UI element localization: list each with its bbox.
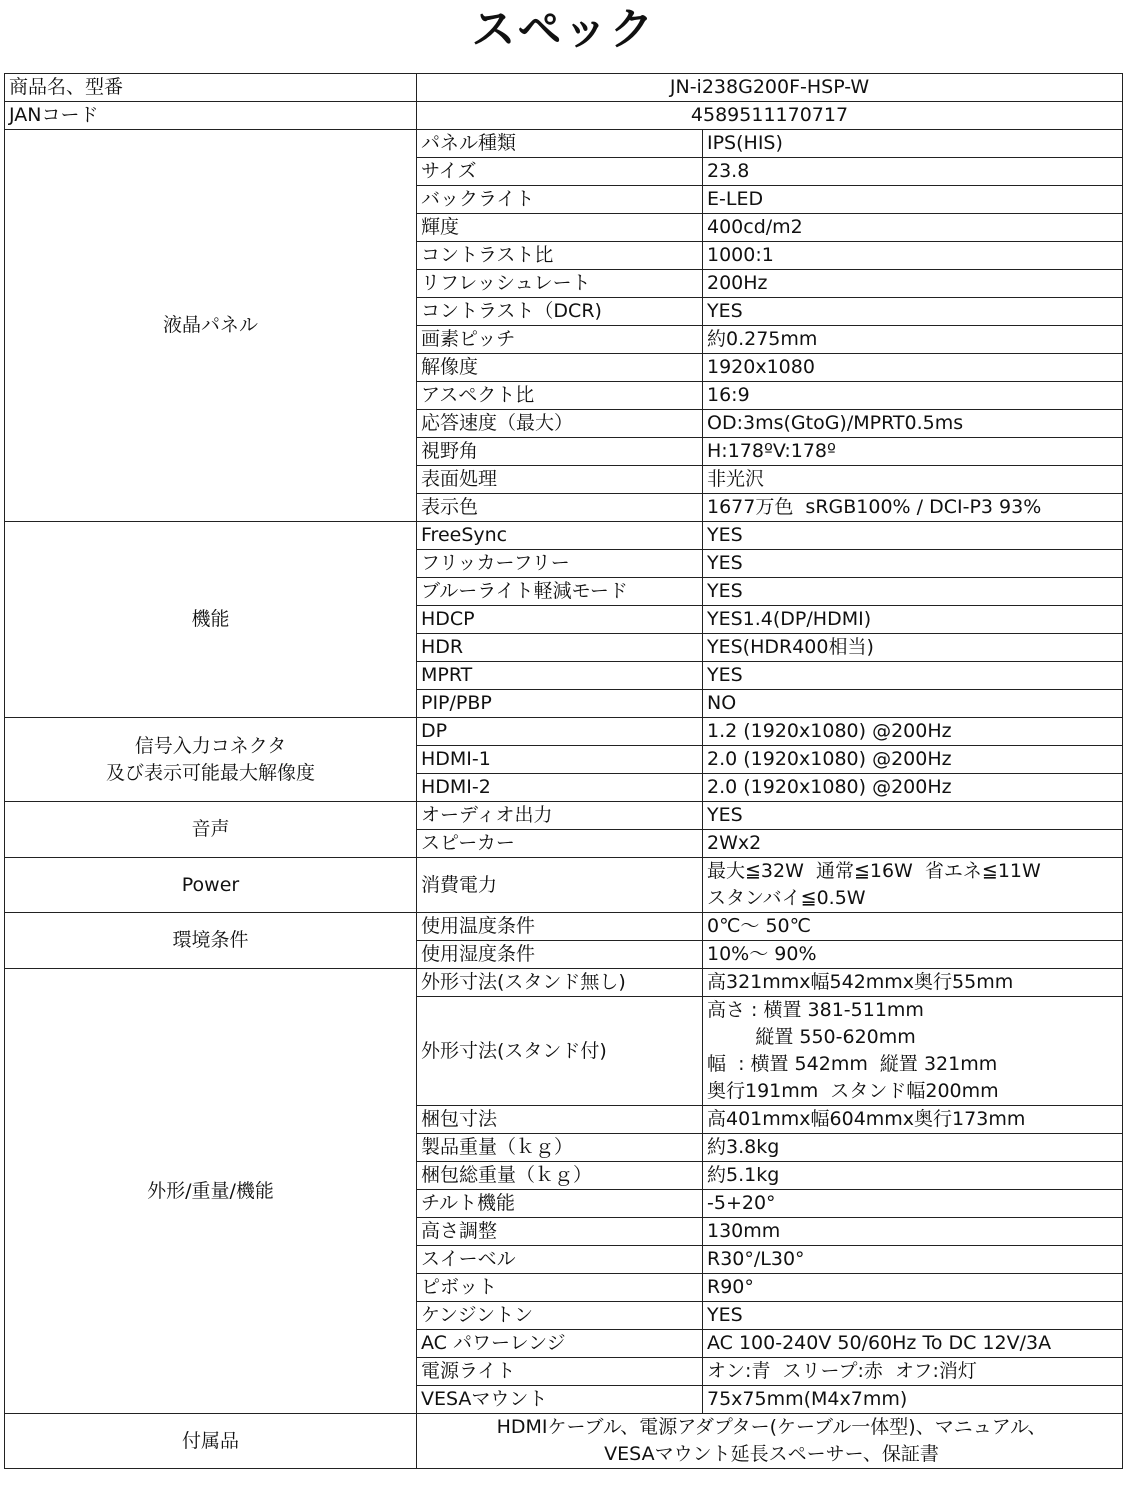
value-line: 200Hz	[707, 272, 768, 294]
value-line: AC 100-240V 50/60Hz To DC 12V/3A	[707, 1332, 1052, 1354]
spec-value	[703, 494, 1123, 522]
spec-value	[703, 1246, 1123, 1274]
spec-label: スイーベル	[417, 1246, 703, 1274]
spec-label: HDCP	[417, 606, 703, 634]
value-line: YES	[707, 804, 743, 826]
spec-value	[703, 522, 1123, 550]
value-line: R30°/L30°	[707, 1248, 805, 1270]
spec-label: サイズ	[417, 158, 703, 186]
value-line: 16:9	[707, 384, 750, 406]
spec-value	[703, 158, 1123, 186]
category-label: 外形/重量/機能	[147, 1179, 274, 1202]
header-label: 商品名、型番	[5, 74, 417, 102]
value-line: 23.8	[707, 160, 750, 182]
spec-label: 解像度	[417, 354, 703, 382]
accessories-value	[417, 1414, 1123, 1469]
value-line: 2.0 (1920x1080) @200Hz	[707, 776, 952, 798]
value-line: 130mm	[707, 1220, 781, 1242]
spec-value	[703, 382, 1123, 410]
spec-value	[703, 969, 1123, 997]
value-line: 1677万色 sRGB100% / DCI-P3 93%	[707, 496, 1042, 518]
value-line: -5+20°	[707, 1192, 776, 1214]
value-line: 約0.275mm	[707, 328, 818, 350]
spec-label: 画素ピッチ	[417, 326, 703, 354]
spec-value	[703, 1274, 1123, 1302]
value-line: YES	[707, 300, 743, 322]
spec-label: 梱包寸法	[417, 1106, 703, 1134]
spec-value	[703, 410, 1123, 438]
spec-label: 製品重量（ｋｇ）	[417, 1134, 703, 1162]
spec-label: 輝度	[417, 214, 703, 242]
spec-label: ピボット	[417, 1274, 703, 1302]
spec-value	[703, 830, 1123, 858]
value-line: VESAマウント延長スペーサー、保証書	[604, 1443, 939, 1465]
spec-label: 使用温度条件	[417, 913, 703, 941]
spec-row	[5, 969, 1123, 997]
spec-label: 外形寸法(スタンド付)	[417, 997, 703, 1106]
spec-value	[703, 578, 1123, 606]
spec-label: 視野角	[417, 438, 703, 466]
value-line: 2Wx2	[707, 832, 762, 854]
spec-value	[703, 997, 1123, 1106]
spec-label: オーディオ出力	[417, 802, 703, 830]
spec-value	[703, 1106, 1123, 1134]
spec-label: チルト機能	[417, 1190, 703, 1218]
spec-label: 電源ライト	[417, 1358, 703, 1386]
spec-label: コントラスト（DCR)	[417, 298, 703, 326]
value-line: 1.2 (1920x1080) @200Hz	[707, 720, 952, 742]
spec-label: ブルーライト軽減モード	[417, 578, 703, 606]
spec-label: HDR	[417, 634, 703, 662]
value-line: YES	[707, 664, 743, 686]
spec-value	[703, 718, 1123, 746]
spec-label: HDMI-1	[417, 746, 703, 774]
spec-value	[703, 1162, 1123, 1190]
spec-label: 応答速度（最大）	[417, 410, 703, 438]
value-line: 75x75mm(M4x7mm)	[707, 1388, 908, 1410]
spec-value	[703, 466, 1123, 494]
spec-label: ケンジントン	[417, 1302, 703, 1330]
value-line: YES	[707, 524, 743, 546]
category-label: 機能	[191, 608, 230, 630]
spec-value	[703, 326, 1123, 354]
value-line: E-LED	[707, 188, 764, 210]
category-label: 液晶パネル	[162, 314, 258, 336]
spec-value	[703, 858, 1123, 913]
spec-label: フリッカーフリー	[417, 550, 703, 578]
spec-label: 消費電力	[417, 858, 703, 913]
spec-value	[703, 746, 1123, 774]
accessories-row	[5, 1414, 1123, 1469]
spec-value	[703, 186, 1123, 214]
spec-value	[703, 1134, 1123, 1162]
spec-label: 表示色	[417, 494, 703, 522]
spec-label: 表面処理	[417, 466, 703, 494]
value-line: 縦置 550-620mm	[707, 1026, 916, 1048]
spec-label: PIP/PBP	[417, 690, 703, 718]
spec-value	[703, 606, 1123, 634]
value-line: 高さ : 横置 381-511mm	[707, 999, 924, 1021]
value-line: 約3.8kg	[707, 1136, 780, 1158]
spec-row	[5, 802, 1123, 830]
value-line: 奥行191mm スタンド幅200mm	[707, 1080, 999, 1102]
header-value: 4589511170717	[417, 102, 1123, 130]
value-line: 0℃～ 50℃	[707, 915, 811, 937]
spec-label: 高さ調整	[417, 1218, 703, 1246]
value-line: スタンバイ≦0.5W	[707, 887, 866, 909]
category-cell	[5, 522, 417, 718]
value-line: 幅 : 横置 542mm 縦置 321mm	[707, 1053, 998, 1075]
spec-value	[703, 1358, 1123, 1386]
spec-table	[4, 73, 1123, 1469]
spec-label: 外形寸法(スタンド無し)	[417, 969, 703, 997]
spec-label: パネル種類	[417, 130, 703, 158]
page-title: スペック	[471, 4, 656, 55]
category-cell	[5, 802, 417, 858]
value-line: YES1.4(DP/HDMI)	[707, 608, 872, 630]
value-line: YES	[707, 552, 743, 574]
spec-value	[703, 1218, 1123, 1246]
header-label: JANコード	[5, 102, 417, 130]
spec-value	[703, 354, 1123, 382]
spec-value	[703, 690, 1123, 718]
spec-value	[703, 634, 1123, 662]
category-cell	[5, 858, 417, 913]
value-line: 高401mmx幅604mmx奥行173mm	[707, 1108, 1026, 1130]
spec-label: MPRT	[417, 662, 703, 690]
value-line: 最大≦32W 通常≦16W 省エネ≦11W	[707, 860, 1041, 882]
value-line: OD:3ms(GtoG)/MPRT0.5ms	[707, 412, 964, 434]
spec-row	[5, 913, 1123, 941]
spec-value	[703, 802, 1123, 830]
value-line: 400cd/m2	[707, 216, 803, 238]
header-row	[5, 74, 1123, 102]
value-line: 10%～ 90%	[707, 943, 817, 965]
value-line: R90°	[707, 1276, 754, 1298]
value-line: 2.0 (1920x1080) @200Hz	[707, 748, 952, 770]
spec-label: FreeSync	[417, 522, 703, 550]
spec-value	[703, 1190, 1123, 1218]
category-cell	[5, 969, 417, 1414]
spec-value	[703, 550, 1123, 578]
category-cell	[5, 130, 417, 522]
value-line: 1000:1	[707, 244, 774, 266]
spec-value	[703, 1330, 1123, 1358]
value-line: IPS(HIS)	[707, 132, 783, 154]
value-line: YES	[707, 1304, 743, 1326]
accessories-label: 付属品	[5, 1414, 417, 1469]
category-label: 環境条件	[172, 929, 249, 951]
value-line: HDMIケーブル、電源アダプター(ケーブル一体型)、マニュアル、	[496, 1416, 1047, 1438]
spec-row	[5, 522, 1123, 550]
spec-value	[703, 438, 1123, 466]
spec-label: VESAマウント	[417, 1386, 703, 1414]
value-line: 1920x1080	[707, 356, 815, 378]
spec-label: DP	[417, 718, 703, 746]
spec-label: アスペクト比	[417, 382, 703, 410]
spec-label: AC パワーレンジ	[417, 1330, 703, 1358]
spec-value	[703, 774, 1123, 802]
spec-value	[703, 941, 1123, 969]
category-cell	[5, 913, 417, 969]
category-label: 音声	[191, 818, 230, 840]
value-line: H:178ºV:178º	[707, 440, 836, 462]
spec-label: スピーカー	[417, 830, 703, 858]
spec-table-body	[5, 74, 1123, 1469]
spec-value	[703, 1386, 1123, 1414]
spec-row	[5, 858, 1123, 913]
spec-value	[703, 270, 1123, 298]
spec-row	[5, 718, 1123, 746]
spec-value	[703, 913, 1123, 941]
category-label: 信号入力コネクタ	[134, 734, 287, 757]
spec-label: リフレッシュレート	[417, 270, 703, 298]
spec-value	[703, 298, 1123, 326]
value-line: YES	[707, 580, 743, 602]
header-row	[5, 102, 1123, 130]
category-label: Power	[181, 873, 240, 896]
spec-value	[703, 242, 1123, 270]
value-line: オン:青 スリープ:赤 オフ:消灯	[707, 1360, 977, 1382]
category-label: 及び表示可能最大解像度	[105, 761, 315, 784]
spec-label: バックライト	[417, 186, 703, 214]
value-line: NO	[707, 692, 737, 714]
category-cell	[5, 718, 417, 802]
spec-value	[703, 130, 1123, 158]
value-line: 約5.1kg	[707, 1164, 780, 1186]
value-line: 高321mmx幅542mmx奥行55mm	[707, 971, 1014, 993]
header-value: JN-i238G200F-HSP-W	[417, 74, 1123, 102]
spec-row	[5, 130, 1123, 158]
spec-label: HDMI-2	[417, 774, 703, 802]
spec-value	[703, 662, 1123, 690]
spec-label: 梱包総重量（ｋｇ）	[417, 1162, 703, 1190]
value-line: YES(HDR400相当)	[707, 636, 874, 658]
spec-label: 使用湿度条件	[417, 941, 703, 969]
spec-label: コントラスト比	[417, 242, 703, 270]
spec-value	[703, 214, 1123, 242]
value-line: 非光沢	[707, 468, 765, 490]
spec-value	[703, 1302, 1123, 1330]
